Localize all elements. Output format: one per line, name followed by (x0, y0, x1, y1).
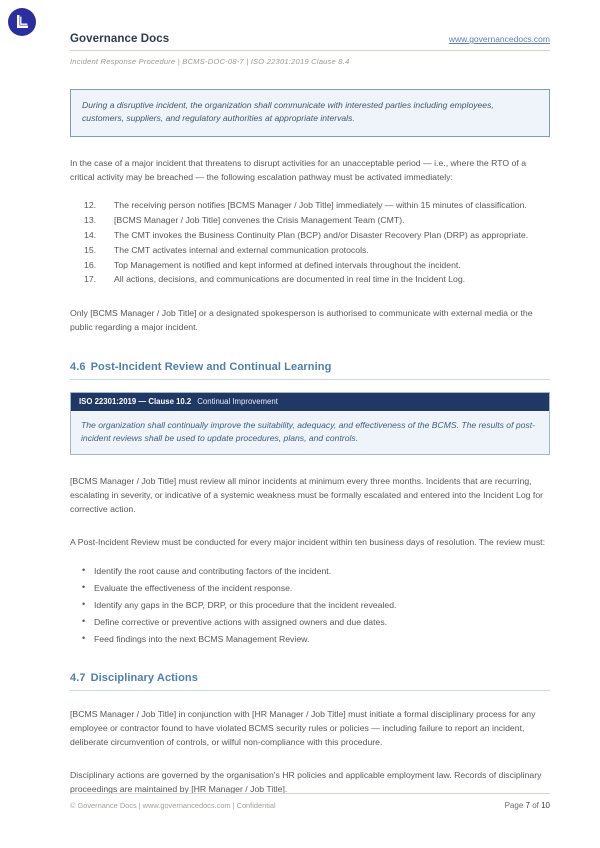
section-number: 4.6 (70, 360, 86, 373)
page-content (70, 0, 550, 805)
iso-clause-header (71, 393, 549, 411)
callout-text: During a disruptive incident, the organization shall communicate with interested parties including employees, customers, suppliers, and regulatory authorities at appropriate intervals. (82, 100, 494, 124)
list-item-number: 17. (84, 274, 97, 285)
review-frequency-paragraph: [BCMS Manager / Job Title] must review all minor incidents at minimum every three months. Incidents that are recurring, escalating in severity, or indicative of a systemic weakness must be formally escalated and entered into the Incident Log for corrective action. (70, 476, 544, 515)
footer-copyright: © Governance Docs | www.governancedocs.com | Confidential (70, 801, 276, 810)
intro-paragraph: In the case of a major incident that threatens to disrupt activities for an unacceptable period — i.e., where the RTO of a critical activity may be breached — the following escalation pathway must be activated immediately: (70, 157, 527, 182)
brand-title: Governance Docs (70, 33, 170, 45)
list-item: • Identify any gaps in the BCP, DRP, or this procedure that the incident revealed. (70, 598, 550, 612)
list-item: • Define corrective or preventive actions with assigned owners and due dates. (70, 615, 550, 629)
list-item: • Evaluate the effectiveness of the incident response. (70, 581, 550, 595)
list-item-text: Top Management is notified and kept informed at defined intervals throughout the incident. (114, 259, 461, 270)
list-item-number: 16. (84, 259, 97, 270)
list-item-text: The receiving person notifies [BCMS Manager / Job Title] immediately — within 15 minutes of classification. (114, 199, 527, 210)
disciplinary-governance-paragraph: Disciplinary actions are governed by the organisation's HR policies and applicable employment law. Records of disciplinary proceedings are maintained by [HR Manager / Job Title]. (70, 770, 542, 795)
list-item-number: 13. (84, 214, 97, 225)
iso-clause-body (71, 411, 549, 455)
list-item-number: 15. (84, 244, 97, 255)
list-item-number: 12. (84, 199, 97, 210)
header-row (70, 33, 550, 51)
post-incident-review-paragraph: A Post-Incident Review must be conducted for every major incident within ten business days of resolution. The review must: (70, 537, 545, 548)
section-heading-4-6 (70, 361, 550, 380)
brand-logo (8, 8, 36, 36)
document-meta: Incident Response Procedure | BCMS-DOC-08-7 | ISO 22301:2019 Clause 8.4 (70, 57, 350, 66)
current-page-number: 7 (525, 801, 530, 810)
section-title: Disciplinary Actions (90, 672, 198, 684)
escalation-steps-list (70, 199, 550, 288)
list-item-text: The CMT invokes the Business Continuity Plan (BCP) and/or Disaster Recovery Plan (DRP) as appropriate. (114, 229, 529, 240)
section-title: Post-Incident Review and Continual Learning (90, 360, 332, 373)
total-page-number: 10 (541, 801, 550, 810)
standard-quote-callout (70, 89, 550, 137)
list-item (70, 229, 550, 243)
review-requirements-list (70, 564, 550, 646)
disciplinary-process-paragraph: [BCMS Manager / Job Title] in conjunction with [HR Manager / Job Title] must initiate a formal disciplinary process for any employee or contractor found to have violated BCMS security rules or policies — including failure to report an incident, deliberate circumvention of controls, or wilful non-compliance with this procedure. (70, 709, 536, 748)
list-item (70, 273, 550, 287)
list-item (70, 199, 550, 213)
iso-clause-label: ISO 22301:2019 — Clause 10.2 (79, 396, 192, 406)
page-number-indicator (505, 801, 550, 810)
bracket-l-logo-icon (8, 8, 36, 36)
spokesperson-paragraph: Only [BCMS Manager / Job Title] or a designated spokesperson is authorised to communicate with external media or the public regarding a major incident. (70, 308, 533, 333)
list-item (70, 214, 550, 228)
brand-website-link[interactable]: www.governancedocs.com (448, 34, 550, 44)
list-item (70, 244, 550, 258)
list-item (70, 259, 550, 273)
list-item: • Identify the root cause and contributing factors of the incident. (70, 564, 550, 578)
document-header (70, 0, 550, 66)
list-item-number: 14. (84, 229, 97, 240)
page-footer (70, 793, 550, 810)
list-item-text: All actions, decisions, and communications are documented in real time in the Incident Log. (114, 274, 466, 285)
page-label: Page (504, 801, 524, 810)
section-heading-4-7 (70, 672, 550, 691)
list-item-text: The CMT activates internal and external communication protocols. (114, 244, 369, 255)
list-item: • Feed findings into the next BCMS Management Review. (70, 632, 550, 646)
iso-clause-name: Continual Improvement (197, 396, 278, 406)
iso-clause-box (70, 392, 550, 456)
iso-clause-quote: The organization shall continually improve the suitability, adequacy, and effectiveness of the BCMS. The results of post-incident reviews shall be used to update procedures, plans, and controls. (81, 419, 535, 443)
list-item-text: [BCMS Manager / Job Title] convenes the Crisis Management Team (CMT). (114, 214, 405, 225)
section-number: 4.7 (70, 672, 86, 684)
page-of-label: of (532, 801, 539, 810)
